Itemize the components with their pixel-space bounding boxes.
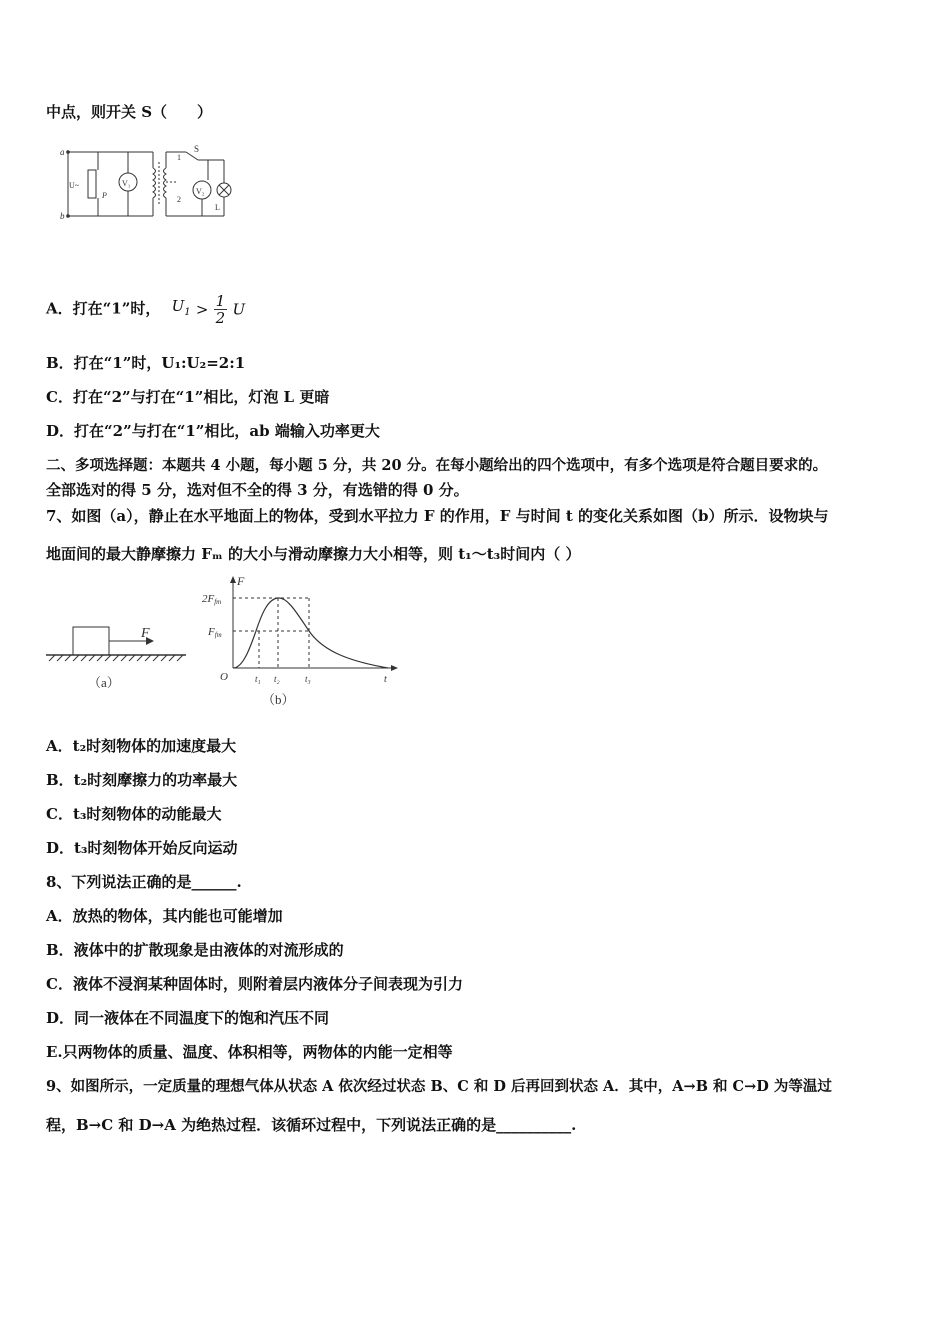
q6-option-a-lhs: $U_1$	[171, 297, 191, 318]
q6-option-a	[46, 293, 245, 326]
force-curve	[233, 598, 388, 668]
q8-option-c: C．液体不浸润某种固体时，则附着层内液体分子间表现为引力	[46, 975, 463, 993]
q6-option-c: C．打在“2”与打在“1”相比，灯泡 L 更暗	[46, 388, 330, 406]
q7-option-a: A．t₂时刻物体的加速度最大	[46, 737, 237, 755]
circuit-label-2: 2	[177, 195, 181, 204]
figure-b-force-time-graph	[198, 573, 403, 713]
q9-stem-line1: 9、如图所示，一定质量的理想气体从状态 A 依次经过状态 B、C 和 D 后再回到状态 A．其中，A→B 和 C→D 为等温过	[46, 1078, 832, 1095]
figure-a-force-label: F	[141, 626, 150, 641]
figure-b-tick-t2: t₂	[274, 674, 280, 684]
q7-option-d: D．t₃时刻物体开始反向运动	[46, 839, 238, 857]
x-axis-arrow-icon	[391, 665, 398, 671]
q6-option-a-fraction: $\frac{1}{2}$	[215, 292, 226, 327]
q8-option-a: A．放热的物体，其内能也可能增加	[46, 907, 283, 925]
q6-stem-tail: 中点，则开关 S（ ）	[46, 103, 213, 121]
q7-option-c: C．t₃时刻物体的动能最大	[46, 805, 222, 823]
y-axis-arrow-icon	[230, 576, 236, 583]
q6-option-d: D．打在“2”与打在“1”相比，ab 端输入功率更大	[46, 422, 380, 440]
figure-b-tick-t1: t₁	[255, 674, 261, 684]
q6-option-a-rhs: U	[232, 300, 246, 319]
circuit-label-s: S	[194, 144, 200, 154]
q7-stem-line1: 7、如图（a），静止在水平地面上的物体，受到水平拉力 F 的作用，F 与时间 t 的变化关系如图（b）所示．设物块与	[46, 507, 829, 525]
q6-option-a-prefix: A．打在“1”时，	[46, 299, 161, 318]
figure-b-tick-t3: t₃	[305, 674, 311, 684]
q7-stem-line2: 地面间的最大静摩擦力 Fₘ 的大小与滑动摩擦力大小相等，则 t₁～t₃时间内（ ）	[46, 545, 581, 563]
circuit-label-lamp: L	[215, 203, 220, 212]
figure-a-block-on-ground	[46, 610, 191, 695]
q9-stem-line2: 程，B→C 和 D→A 为绝热过程．该循环过程中，下列说法正确的是__________.	[46, 1116, 577, 1134]
q8-stem: 8、下列说法正确的是______.	[46, 873, 242, 891]
circuit-label-a: a	[60, 147, 65, 157]
figure-a-caption: （a）	[88, 675, 120, 690]
circuit-label-b: b	[60, 211, 65, 221]
q8-option-d: D．同一液体在不同温度下的饱和汽压不同	[46, 1009, 330, 1027]
circuit-label-v2: V₂	[196, 187, 205, 196]
q8-option-e: E.只两物体的质量、温度、体积相等，两物体的内能一定相等	[46, 1043, 453, 1061]
circuit-label-p: P	[102, 191, 107, 200]
guide-lines	[233, 598, 309, 668]
circuit-label-v1: V₁	[122, 179, 131, 188]
q6-option-a-op: >	[195, 300, 209, 319]
figure-b-y-label: F	[237, 574, 245, 588]
circuit-label-1: 1	[177, 153, 181, 162]
circuit-label-u: U~	[69, 181, 80, 190]
section2-scoring: 全部选对的得 5 分，选对但不全的得 3 分，有选错的得 0 分。	[46, 481, 469, 499]
figure-b-tick-2ffm: 2Ffm	[202, 593, 222, 606]
figure-b-origin: O	[220, 671, 228, 683]
ground-hatching	[49, 655, 183, 661]
q6-option-b: B．打在“1”时，U₁:U₂=2:1	[46, 354, 246, 372]
section2-heading: 二、多项选择题：本题共 4 小题，每小题 5 分，共 20 分。在每小题给出的四个选项中，有多个选项是符合题目要求的。	[46, 457, 828, 474]
figure-b-tick-ffm: Ffm	[208, 626, 222, 639]
figure-b-x-label: t	[384, 674, 387, 685]
q7-option-b: B．t₂时刻摩擦力的功率最大	[46, 771, 238, 789]
figure-b-caption: （b）	[262, 692, 295, 707]
q8-option-b: B．液体中的扩散现象是由液体的对流形成的	[46, 941, 344, 959]
block	[73, 627, 109, 655]
transformer-circuit-figure	[58, 140, 238, 225]
